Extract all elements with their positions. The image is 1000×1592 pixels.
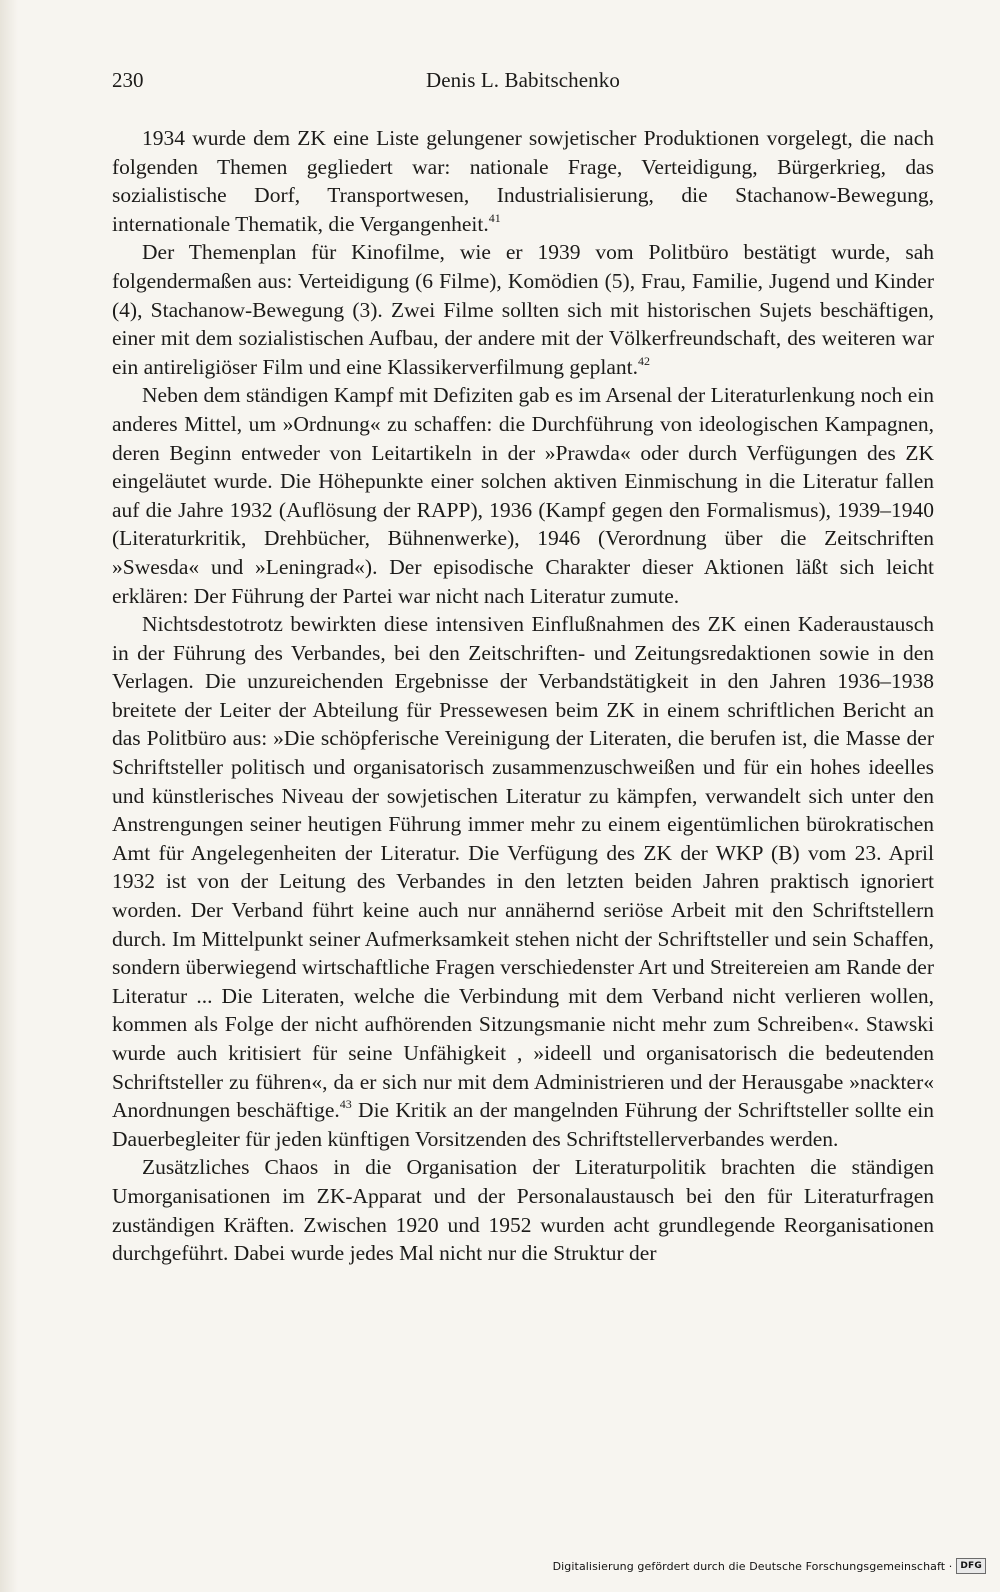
paragraph-4 [112, 610, 934, 1153]
paragraph-2-text: Der Themenplan für Kinofilme, wie er 1939 vom Politbüro bestätigt wurde, sah folgendermaßen aus: Verteidigung (6 Filme), Komödien (5), Frau, Familie, Jugend und Kinder (4), Stachanow-Bewegung (3). Zwei Filme sollten sich mit historischen Sujets beschäftigen, einer mit dem sozialistischen Aufbau, der andere mit der Völkerfreundschaft, des weiteren war ein antireligiöser Film und eine Klassikerverfilmung geplant. [112, 240, 934, 379]
page-gutter-shadow [0, 0, 18, 1592]
page-header [112, 68, 934, 98]
page-number: 230 [112, 68, 144, 92]
footnote-ref-42: 42 [638, 353, 651, 368]
paragraph-5-text: Zusätzliches Chaos in die Organisation der Literaturpolitik brachten die ständigen Umorganisationen im ZK-Apparat und der Personalaustausch bei den für Literaturfragen zuständigen Kräften. Zwischen 1920 und 1952 wurden acht grundlegende Reorganisationen durchgeführt. Dabei wurde jedes Mal nicht nur die Struktur der [112, 1155, 934, 1266]
paragraph-3 [112, 381, 934, 610]
paragraph-5 [112, 1153, 934, 1267]
dfg-logo-icon: DFG [956, 1558, 986, 1574]
running-head-author: Denis L. Babitschenko [426, 68, 620, 92]
paragraph-3-text: Neben dem ständigen Kampf mit Defiziten gab es im Arsenal der Literaturlenkung noch ein anderes Mittel, um »Ordnung« zu schaffen: die Durchführung von ideologischen Kampagnen, deren Beginn entweder von Leitartikeln in der »Prawda« oder durch Verfügungen des ZK eingeläutet wurde. Die Höhepunkte einer solchen aktiven Einmischung in die Literatur fallen auf die Jahre 1932 (Auflösung der RAPP), 1936 (Kampf gegen den Formalismus), 1939–1940 (Literaturkritik, Drehbücher, Bühnenwerke), 1946 (Verordnung über die Zeitschriften »Swesda« und »Leningrad«). Der episodische Charakter dieser Aktionen läßt sich leicht erklären: Der Führung der Partei war nicht nach Literatur zumute. [112, 383, 934, 608]
body-text [112, 124, 934, 1268]
digitization-note: Digitalisierung gefördert durch die Deutsche Forschungsgemeinschaft · [552, 1559, 953, 1573]
footnote-ref-43: 43 [339, 1097, 352, 1112]
paragraph-4-text: Nichtsdestotrotz bewirkten diese intensiven Einflußnahmen des ZK einen Kaderaustausch in der Führung des Verbandes, bei den Zeitschriften- und Zeitungsredaktionen sowie in den Verlagen. Die unzureichenden Ergebnisse der Verbandstätigkeit in den Jahren 1936–1938 breitete der Leiter der Abteilung für Pressewesen beim ZK in einem schriftlichen Bericht an das Politbüro aus: »Die schöpferische Vereinigung der Literaten, die berufen ist, die Masse der Schriftsteller politisch und organisatorisch zusammenzuschweißen und für ein hohes ideelles und künstlerisches Niveau der sowjetischen Literatur zu kämpfen, verwandelt sich unter den Anstrengungen seiner heutigen Führung immer mehr zu einem eigentümlichen bürokratischen Amt für Angelegenheiten der Literatur. Die Verfügung des ZK der WKP (B) vom 23. April 1932 ist von der Leitung des Verbandes in den letzten beiden Jahren praktisch ignoriert worden. Der Verband führt keine auch nur annähernd seriöse Arbeit mit den Schriftstellern durch. Im Mittelpunkt seiner Aufmerksamkeit stehen nicht der Schriftsteller und sein Schaffen, sondern überwiegend wirtschaftliche Fragen verschiedenster Art und Streitereien am Rande der Literatur ... Die Literaten, welche die Verbindung mit dem Verband nicht verlieren wollen, kommen als Folge der nicht aufhörenden Sitzungsmanie nicht mehr zum Schreiben«. Stawski wurde auch kritisiert für seine Unfähigkeit , »ideell und organisatorisch die bedeutenden Schriftsteller zu führen«, da er sich nur mit dem Administrieren und der Herausgabe »nackter« Anordnungen beschäftige. [112, 612, 934, 1123]
digitization-footer [553, 1556, 986, 1576]
paragraph-4-continuation: Die Kritik an der mangelnden Führung der Schriftsteller sollte ein Dauerbegleiter für jeden künftigen Vorsitzenden des Schriftstellerverbandes werden. [112, 1098, 934, 1151]
footnote-ref-41: 41 [488, 210, 501, 225]
paragraph-2 [112, 238, 934, 381]
paragraph-1-text: 1934 wurde dem ZK eine Liste gelungener sowjetischer Produktionen vorgelegt, die nach folgenden Themen gegliedert war: nationale Frage, Verteidigung, Bürgerkrieg, das sozialistische Dorf, Transportwesen, Industrialisierung, die Stachanow-Bewegung, internationale Thematik, die Vergangenheit. [112, 126, 934, 236]
paragraph-1 [112, 124, 934, 238]
